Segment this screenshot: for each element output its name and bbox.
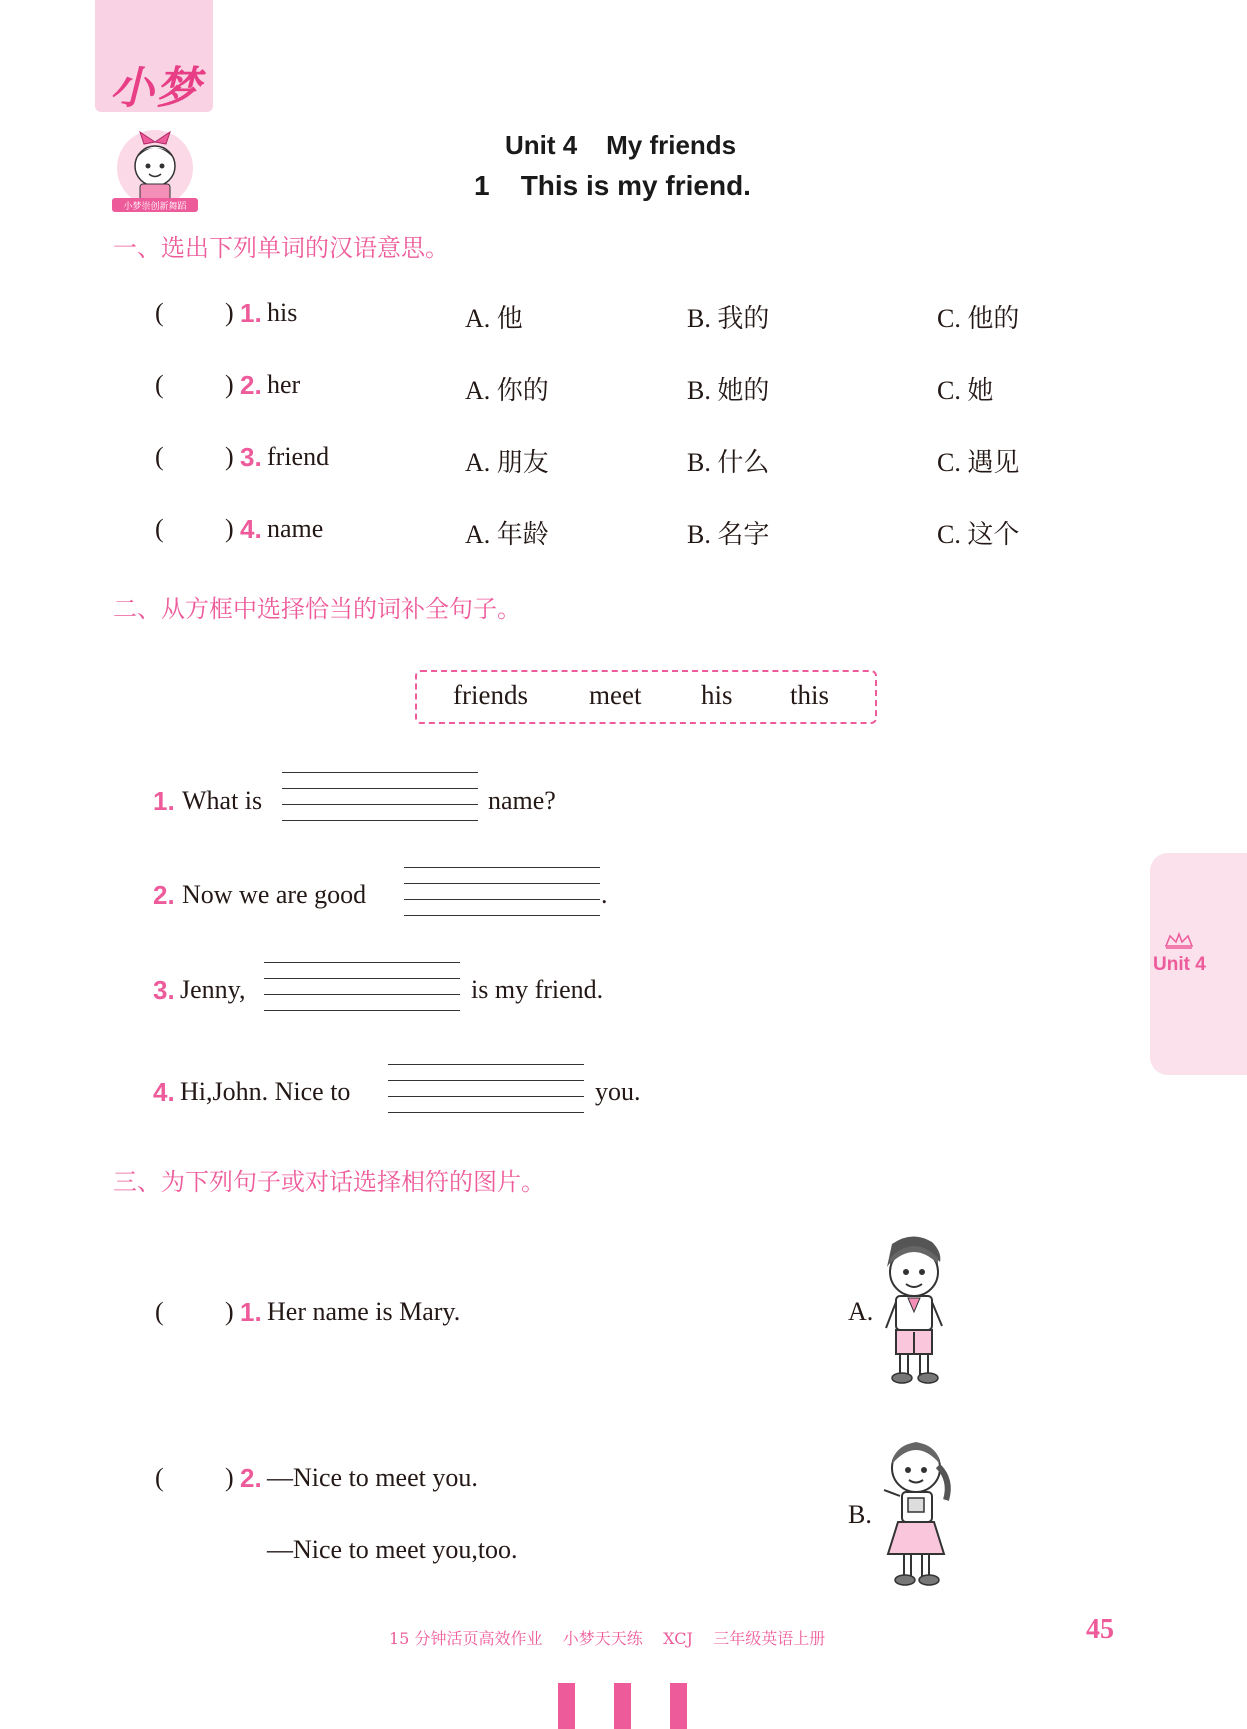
option-b: B. 什么: [687, 448, 770, 477]
answer-paren-open: (: [155, 1297, 164, 1326]
answer-paren-close: ): [225, 298, 234, 327]
item-word: name: [267, 514, 324, 543]
answer-blank[interactable]: [388, 1064, 584, 1113]
sentence-after: name?: [488, 786, 556, 815]
sentence-after: .: [601, 880, 608, 909]
option-c: C. 遇见: [937, 448, 1020, 477]
answer-paren-close: ): [225, 1463, 234, 1492]
page-number: 45: [1086, 1614, 1114, 1645]
answer-paren-open: (: [155, 442, 164, 471]
sentence-before: Hi,John. Nice to: [180, 1077, 351, 1106]
item-text: Her name is Mary.: [267, 1297, 461, 1326]
option-c: C. 她: [937, 376, 994, 405]
bottom-marker-bar: [670, 1683, 687, 1729]
section3-title: 三、为下列句子或对话选择相符的图片。: [113, 1168, 545, 1196]
option-b: B. 她的: [687, 376, 770, 405]
girl-illustration: [872, 1430, 962, 1596]
picture-label-b: B.: [848, 1500, 872, 1529]
item-number: 2.: [240, 1463, 262, 1493]
sentence-before: Now we are good: [182, 880, 367, 909]
section1-title: 一、选出下列单词的汉语意思。: [113, 234, 449, 262]
answer-paren-open: (: [155, 514, 164, 543]
option-c: C. 这个: [937, 520, 1020, 549]
section2-title: 二、从方框中选择恰当的词补全句子。: [113, 595, 521, 623]
answer-blank[interactable]: [404, 867, 600, 916]
sentence-before: What is: [182, 786, 263, 815]
option-a: A. 他: [465, 304, 523, 333]
picture-label-a: A.: [848, 1297, 874, 1326]
word-bank-item: meet: [589, 680, 642, 710]
answer-paren-open: (: [155, 1463, 164, 1492]
sentence-after: you.: [595, 1077, 641, 1106]
option-a: A. 朋友: [465, 448, 549, 477]
sentence-after: is my friend.: [471, 975, 604, 1004]
word-bank-item: his: [701, 680, 733, 710]
answer-paren-close: ): [225, 442, 234, 471]
answer-paren-close: ): [225, 370, 234, 399]
boy-illustration: [872, 1232, 952, 1388]
option-b: B. 我的: [687, 304, 770, 333]
item-number: 3.: [240, 442, 262, 472]
item-number: 1.: [240, 298, 262, 328]
item-number: 3.: [153, 975, 175, 1005]
option-c: C. 他的: [937, 304, 1020, 333]
item-number: 1.: [240, 1297, 262, 1327]
item-number: 4.: [240, 514, 262, 544]
side-tab-label: Unit 4: [1153, 954, 1206, 975]
word-bank-item: this: [790, 680, 830, 710]
item-word: her: [267, 370, 301, 399]
answer-paren-open: (: [155, 370, 164, 399]
item-number: 2.: [240, 370, 262, 400]
answer-blank[interactable]: [264, 962, 460, 1011]
word-bank-item: friends: [453, 680, 528, 710]
footer-text: 15 分钟活页高效作业 小梦天天练 XCJ 三年级英语上册: [389, 1629, 826, 1648]
sentence-before: Jenny,: [180, 975, 246, 1004]
lesson-title: 1 This is my friend.: [474, 170, 751, 201]
option-b: B. 名字: [687, 520, 770, 549]
unit-title: Unit 4 My friends: [505, 130, 737, 160]
brand-logo: 小梦: [110, 63, 202, 114]
badge-text: 小梦崇创新舞蹈: [123, 202, 187, 212]
bottom-marker-bar: [558, 1683, 575, 1729]
item-number: 1.: [153, 786, 175, 816]
answer-paren-close: ): [225, 1297, 234, 1326]
item-word: his: [267, 298, 298, 327]
option-a: A. 你的: [465, 376, 549, 405]
item-word: friend: [267, 442, 330, 471]
item-text: —Nice to meet you.: [267, 1463, 478, 1492]
answer-blank[interactable]: [282, 772, 478, 821]
crown-icon: [1162, 930, 1196, 952]
bottom-marker-bar: [614, 1683, 631, 1729]
item-text-reply: —Nice to meet you,too.: [267, 1535, 518, 1564]
mascot-illustration: [110, 118, 200, 216]
option-a: A. 年龄: [465, 520, 549, 549]
item-number: 4.: [153, 1077, 175, 1107]
item-number: 2.: [153, 880, 175, 910]
answer-paren-open: (: [155, 298, 164, 327]
answer-paren-close: ): [225, 514, 234, 543]
